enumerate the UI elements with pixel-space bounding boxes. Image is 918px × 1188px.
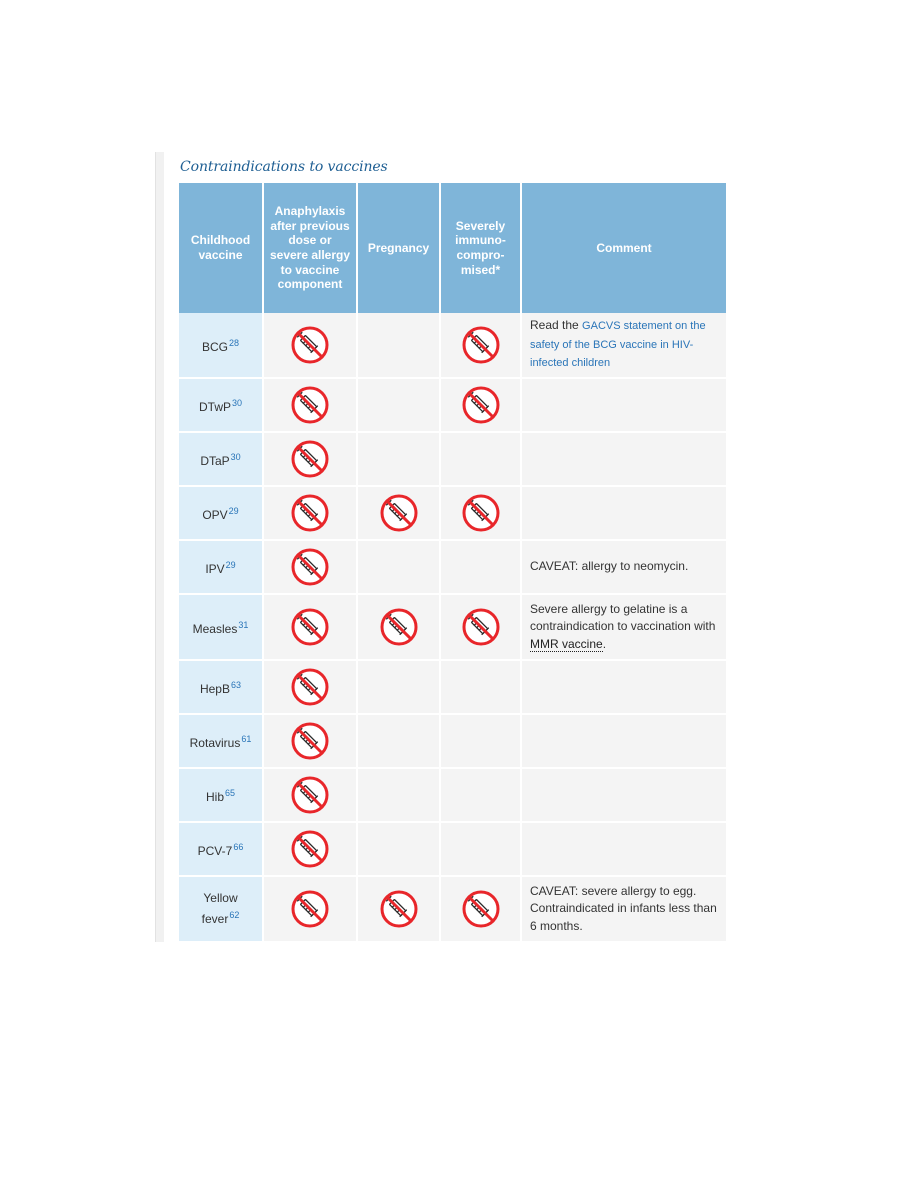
contraindications-table [177,183,728,943]
table-header-row [179,183,726,313]
immuno-cell [441,769,520,823]
immuno-cell [441,487,520,541]
reference-link[interactable]: 66 [233,841,244,852]
no-syringe-icon [379,607,419,647]
no-syringe-icon [290,493,330,533]
reference-link[interactable]: 31 [238,619,249,630]
pregnancy-cell [358,313,439,379]
no-syringe-icon [379,889,419,929]
comment-text: Read the [530,318,583,333]
comment-cell [522,433,726,487]
header-anaphylaxis: Anaphylaxis after previous dose or severe allergy to vaccine component [264,183,356,313]
anaphylaxis-cell [264,541,356,595]
table-row [179,595,726,661]
immuno-cell [441,433,520,487]
vaccine-name: Rotavirus [189,735,241,750]
anaphylaxis-cell [264,595,356,661]
content-left-rule [155,152,164,942]
comment-text-end: . [602,636,607,651]
vaccine-name: Measles [192,621,238,636]
comment-cell [522,823,726,877]
table-row [179,487,726,541]
pregnancy-cell [358,487,439,541]
pregnancy-cell [358,877,439,943]
comment-text: CAVEAT: allergy to neomycin. [530,559,689,574]
no-syringe-icon [290,775,330,815]
pregnancy-cell [358,433,439,487]
vaccine-name: DTwP [198,399,231,414]
immuno-cell [441,877,520,943]
header-vaccine: Childhood vaccine [179,183,262,313]
pregnancy-cell [358,715,439,769]
no-syringe-icon [379,493,419,533]
no-syringe-icon [290,547,330,587]
no-syringe-icon [290,829,330,869]
no-syringe-icon [461,385,501,425]
vaccine-name-cell [179,541,262,595]
anaphylaxis-cell [264,313,356,379]
immuno-cell [441,715,520,769]
immuno-cell [441,823,520,877]
comment-text: CAVEAT: severe allergy to egg. Contraindicated in infants less than 6 months. [530,883,717,933]
comment-abbreviation[interactable]: MMR vaccine [530,636,603,651]
no-syringe-icon [290,325,330,365]
pregnancy-cell [358,661,439,715]
vaccine-name: IPV [205,561,225,576]
table-row [179,433,726,487]
header-immunocompromised: Severely immuno-compro-mised* [441,183,520,313]
immuno-cell [441,595,520,661]
no-syringe-icon [290,667,330,707]
reference-link[interactable]: 62 [229,910,240,920]
anaphylaxis-cell [264,487,356,541]
vaccine-name-cell [179,595,262,661]
comment-cell [522,313,726,379]
reference-link[interactable]: 29 [228,505,239,516]
no-syringe-icon [290,439,330,479]
reference-link[interactable]: 28 [229,337,240,348]
pregnancy-cell [358,769,439,823]
vaccine-name-cell [179,769,262,823]
reference-link[interactable]: 30 [230,451,241,462]
header-pregnancy: Pregnancy [358,183,439,313]
vaccine-name-cell [179,313,262,379]
no-syringe-icon [290,889,330,929]
anaphylaxis-cell [264,769,356,823]
reference-link[interactable]: 30 [232,397,243,408]
header-comment: Comment [522,183,726,313]
vaccine-name: PCV-7 [197,843,233,858]
immuno-cell [441,313,520,379]
comment-cell [522,595,726,661]
no-syringe-icon [461,607,501,647]
reference-link[interactable]: 29 [225,559,236,570]
vaccine-name: DTaP [200,453,230,468]
vaccine-name-cell [179,379,262,433]
table-row [179,313,726,379]
vaccine-name: HepB [199,681,230,696]
no-syringe-icon [290,721,330,761]
pregnancy-cell [358,379,439,433]
anaphylaxis-cell [264,661,356,715]
table-row [179,823,726,877]
pregnancy-cell [358,823,439,877]
page-title: Contraindications to vaccines [180,159,388,175]
anaphylaxis-cell [264,823,356,877]
vaccine-name: Hib [205,789,224,804]
table-row [179,661,726,715]
comment-cell [522,769,726,823]
table-row [179,715,726,769]
reference-link[interactable]: 65 [225,787,236,798]
table-row [179,541,726,595]
vaccine-name: BCG [201,339,228,354]
vaccine-name-cell [179,433,262,487]
table-row [179,877,726,943]
comment-cell [522,877,726,943]
vaccine-name-cell [179,823,262,877]
immuno-cell [441,379,520,433]
comment-text: Severe allergy to gelatine is a contraindication to vaccination with [530,601,716,634]
no-syringe-icon [290,607,330,647]
comment-cell [522,379,726,433]
comment-link[interactable]: GACVS statement on the safety of the BCG vaccine in HIV-infected children [530,320,706,370]
table-row [179,379,726,433]
reference-link[interactable]: 61 [241,733,252,744]
no-syringe-icon [290,385,330,425]
anaphylaxis-cell [264,433,356,487]
no-syringe-icon [461,325,501,365]
pregnancy-cell [358,595,439,661]
comment-cell [522,541,726,595]
comment-cell [522,715,726,769]
vaccine-name: OPV [202,507,228,522]
comment-cell [522,661,726,715]
anaphylaxis-cell [264,379,356,433]
no-syringe-icon [461,889,501,929]
comment-cell [522,487,726,541]
vaccine-name-cell [179,661,262,715]
table-row [179,769,726,823]
immuno-cell [441,661,520,715]
anaphylaxis-cell [264,715,356,769]
vaccine-name-cell [179,715,262,769]
no-syringe-icon [461,493,501,533]
anaphylaxis-cell [264,877,356,943]
vaccine-name: Yellow fever [201,891,238,926]
vaccine-name-cell [179,487,262,541]
reference-link[interactable]: 63 [231,679,242,690]
immuno-cell [441,541,520,595]
vaccine-name-cell [179,877,262,943]
pregnancy-cell [358,541,439,595]
